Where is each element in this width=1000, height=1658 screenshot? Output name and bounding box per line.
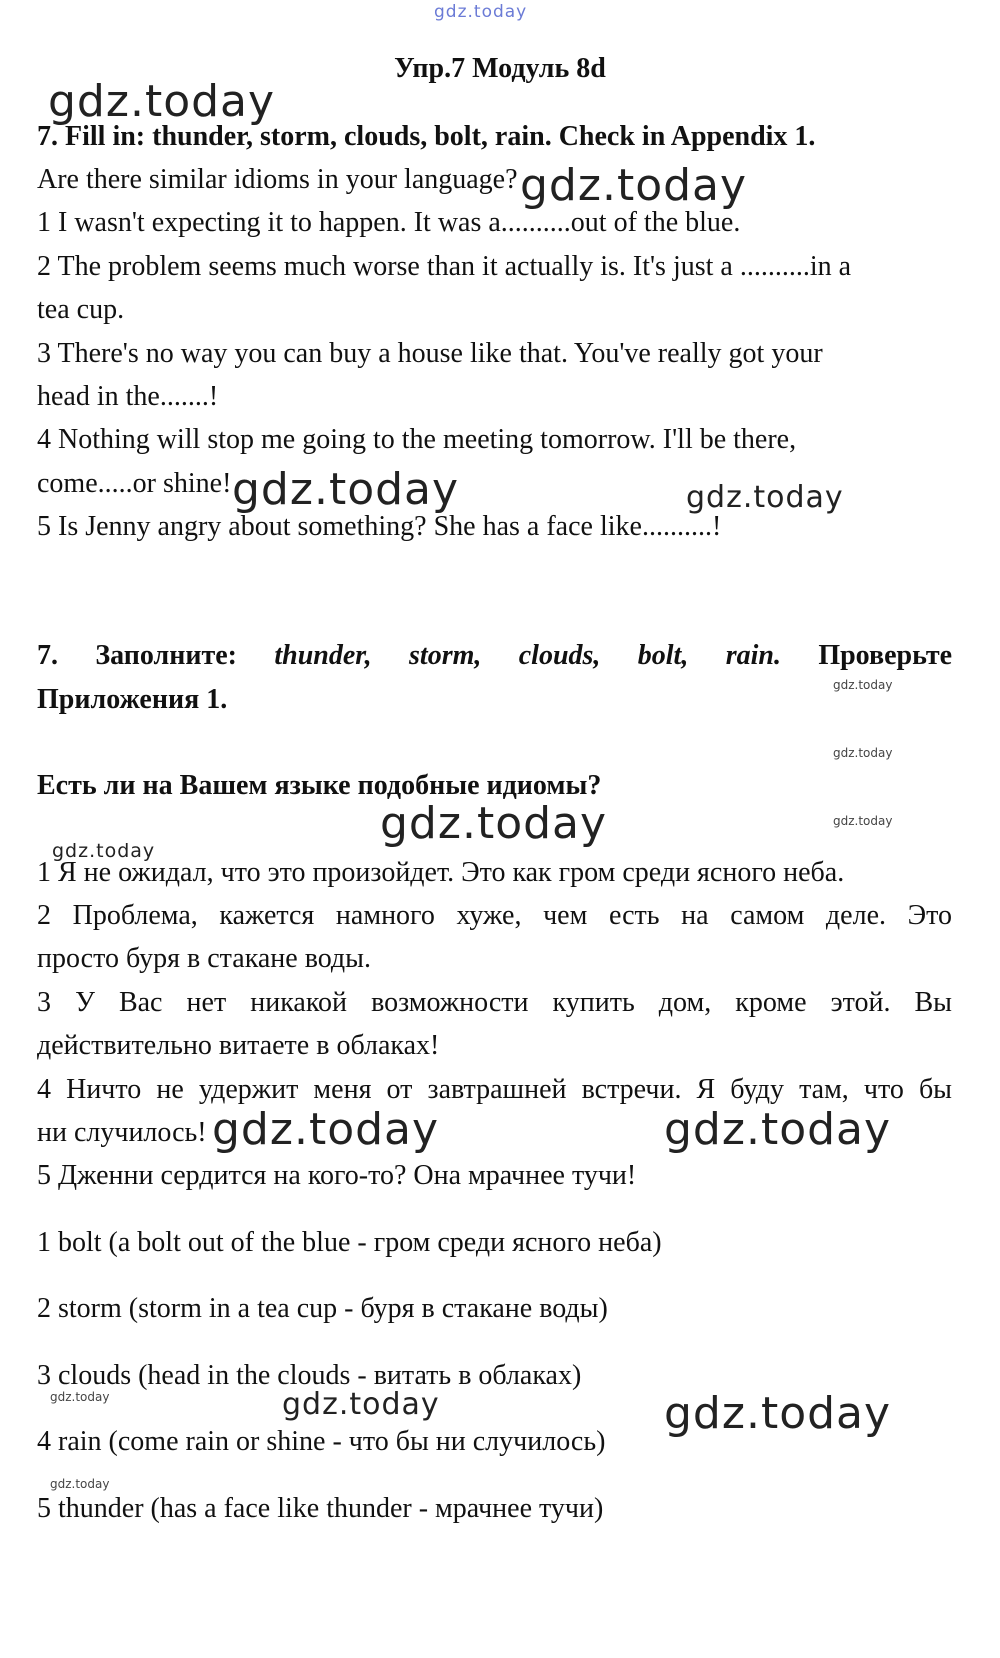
watermark: gdz.today: [664, 1104, 892, 1155]
answer-item: 5 thunder (has a face like thunder - мрачнее тучи): [37, 1493, 604, 1524]
watermark: gdz.today: [282, 1387, 440, 1422]
heading-ru-word: rain.: [725, 640, 781, 671]
watermark: gdz.today: [833, 746, 893, 760]
watermark: gdz.today: [434, 2, 528, 22]
watermark: gdz.today: [833, 678, 893, 692]
sentence-en-continuation: head in the.......!: [37, 381, 219, 412]
sentence-en: 2 The problem seems much worse than it actually is. It's just a ..........in a: [37, 251, 852, 282]
watermark: gdz.today: [520, 160, 748, 211]
sentence-ru-continuation: просто буря в стакане воды.: [37, 943, 371, 974]
watermark: gdz.today: [50, 1477, 110, 1491]
sentence-en-continuation: tea cup.: [37, 294, 125, 325]
sentence-ru: 2 Проблема, кажется намного хуже, чем есть на самом деле. Это: [37, 900, 952, 931]
watermark: gdz.today: [833, 814, 893, 828]
sentence-ru: 5 Дженни сердится на кого-то? Она мрачнее тучи!: [37, 1160, 637, 1191]
watermark: gdz.today: [48, 76, 276, 127]
heading-ru-word: bolt,: [637, 640, 689, 671]
heading-ru-word: thunder,: [274, 640, 372, 671]
watermark: gdz.today: [664, 1388, 892, 1439]
watermark: gdz.today: [380, 798, 608, 849]
sentence-en: 5 Is Jenny angry about something? She has a face like..........!: [37, 511, 722, 542]
watermark: gdz.today: [52, 840, 156, 862]
watermark: gdz.today: [212, 1104, 440, 1155]
answer-item: 3 clouds (head in the clouds - витать в облаках): [37, 1360, 582, 1391]
heading-ru-word: clouds,: [518, 640, 601, 671]
page-title: Упр.7 Модуль 8d: [394, 53, 606, 84]
sentence-ru: 3 У Вас нет никакой возможности купить дом, кроме этой. Вы: [37, 987, 952, 1018]
answer-item: 2 storm (storm in a tea cup - буря в стакане воды): [37, 1293, 608, 1324]
answer-item: 1 bolt (a bolt out of the blue - гром среди ясного неба): [37, 1227, 662, 1258]
sentence-ru-continuation: ни случилось!: [37, 1117, 207, 1148]
watermark: gdz.today: [686, 480, 844, 515]
sentence-en: 1 I wasn't expecting it to happen. It was a..........out of the blue.: [37, 207, 741, 238]
exercise-question-en: Are there similar idioms in your language?: [37, 164, 518, 195]
sentence-ru: 1 Я не ожидал, что это произойдет. Это как гром среди ясного неба.: [37, 857, 845, 888]
exercise-heading-ru: [37, 639, 952, 673]
watermark: gdz.today: [232, 464, 460, 515]
exercise-heading-en: 7. Fill in: thunder, storm, clouds, bolt, rain. Check in Appendix 1.: [37, 121, 816, 152]
sentence-en: 4 Nothing will stop me going to the meeting tomorrow. I'll be there,: [37, 424, 797, 455]
heading-ru-prefix: 7. Заполните:: [37, 640, 238, 671]
sentence-en-continuation: come.....or shine!: [37, 468, 232, 499]
exercise-question-ru: Есть ли на Вашем языке подобные идиомы?: [37, 770, 602, 801]
exercise-heading-ru-line2: Приложения 1.: [37, 684, 228, 715]
sentence-ru-continuation: действительно витаете в облаках!: [37, 1030, 440, 1061]
heading-ru-suffix: Проверьте: [818, 640, 953, 671]
sentence-en: 3 There's no way you can buy a house like that. You've really got your: [37, 338, 823, 369]
answer-item: 4 rain (come rain or shine - что бы ни случилось): [37, 1426, 606, 1457]
heading-ru-word: storm,: [409, 640, 482, 671]
watermark: gdz.today: [50, 1390, 110, 1404]
sentence-ru: 4 Ничто не удержит меня от завтрашней встречи. Я буду там, что бы: [37, 1074, 952, 1105]
